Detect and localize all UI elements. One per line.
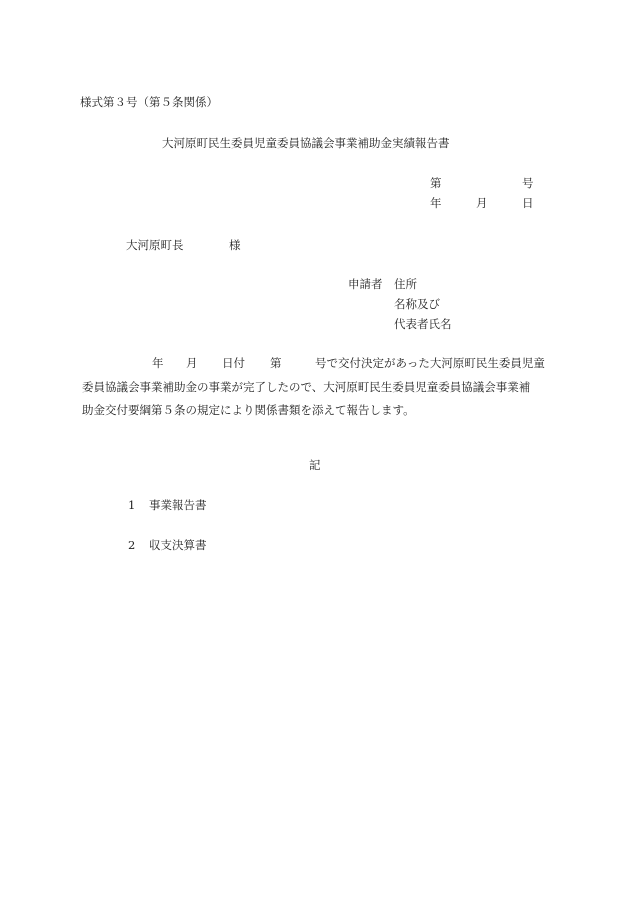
applicant-name: 名称及び (394, 297, 440, 311)
item-2-label: 収支決算書 (149, 538, 207, 552)
applicant-label: 申請者 (348, 277, 383, 291)
applicant-representative: 代表者氏名 (394, 317, 452, 331)
item-2-number: 2 (128, 538, 136, 552)
form-label: 様式第３号（第５条関係） (80, 95, 218, 109)
body-dai: 第 (270, 356, 282, 370)
body-month: 月 (186, 356, 198, 370)
number-dai: 第 (430, 176, 442, 190)
applicant-address: 住所 (394, 277, 417, 291)
date-month: 月 (476, 196, 488, 210)
item-1-number: 1 (128, 498, 136, 512)
body-line3: 助金交付要綱第５条の規定により関係書類を添えて報告します。 (82, 403, 415, 417)
document-title: 大河原町民生委員児童委員協議会事業補助金実績報告書 (162, 136, 450, 150)
body-day: 日付 (222, 356, 245, 370)
date-year: 年 (430, 196, 442, 210)
item-1-label: 事業報告書 (149, 498, 207, 512)
body-line1: 号で交付決定があった大河原町民生委員児童 (315, 356, 545, 370)
body-line2: 委員協議会事業補助金の事業が完了したので、大河原町民生委員児童委員協議会事業補 (82, 380, 531, 394)
date-day: 日 (522, 196, 534, 210)
body-year: 年 (152, 356, 164, 370)
addressee-name: 大河原町長 (126, 238, 184, 252)
number-go: 号 (522, 176, 534, 190)
ki-heading: 記 (309, 458, 321, 472)
addressee-honorific: 様 (229, 238, 241, 252)
